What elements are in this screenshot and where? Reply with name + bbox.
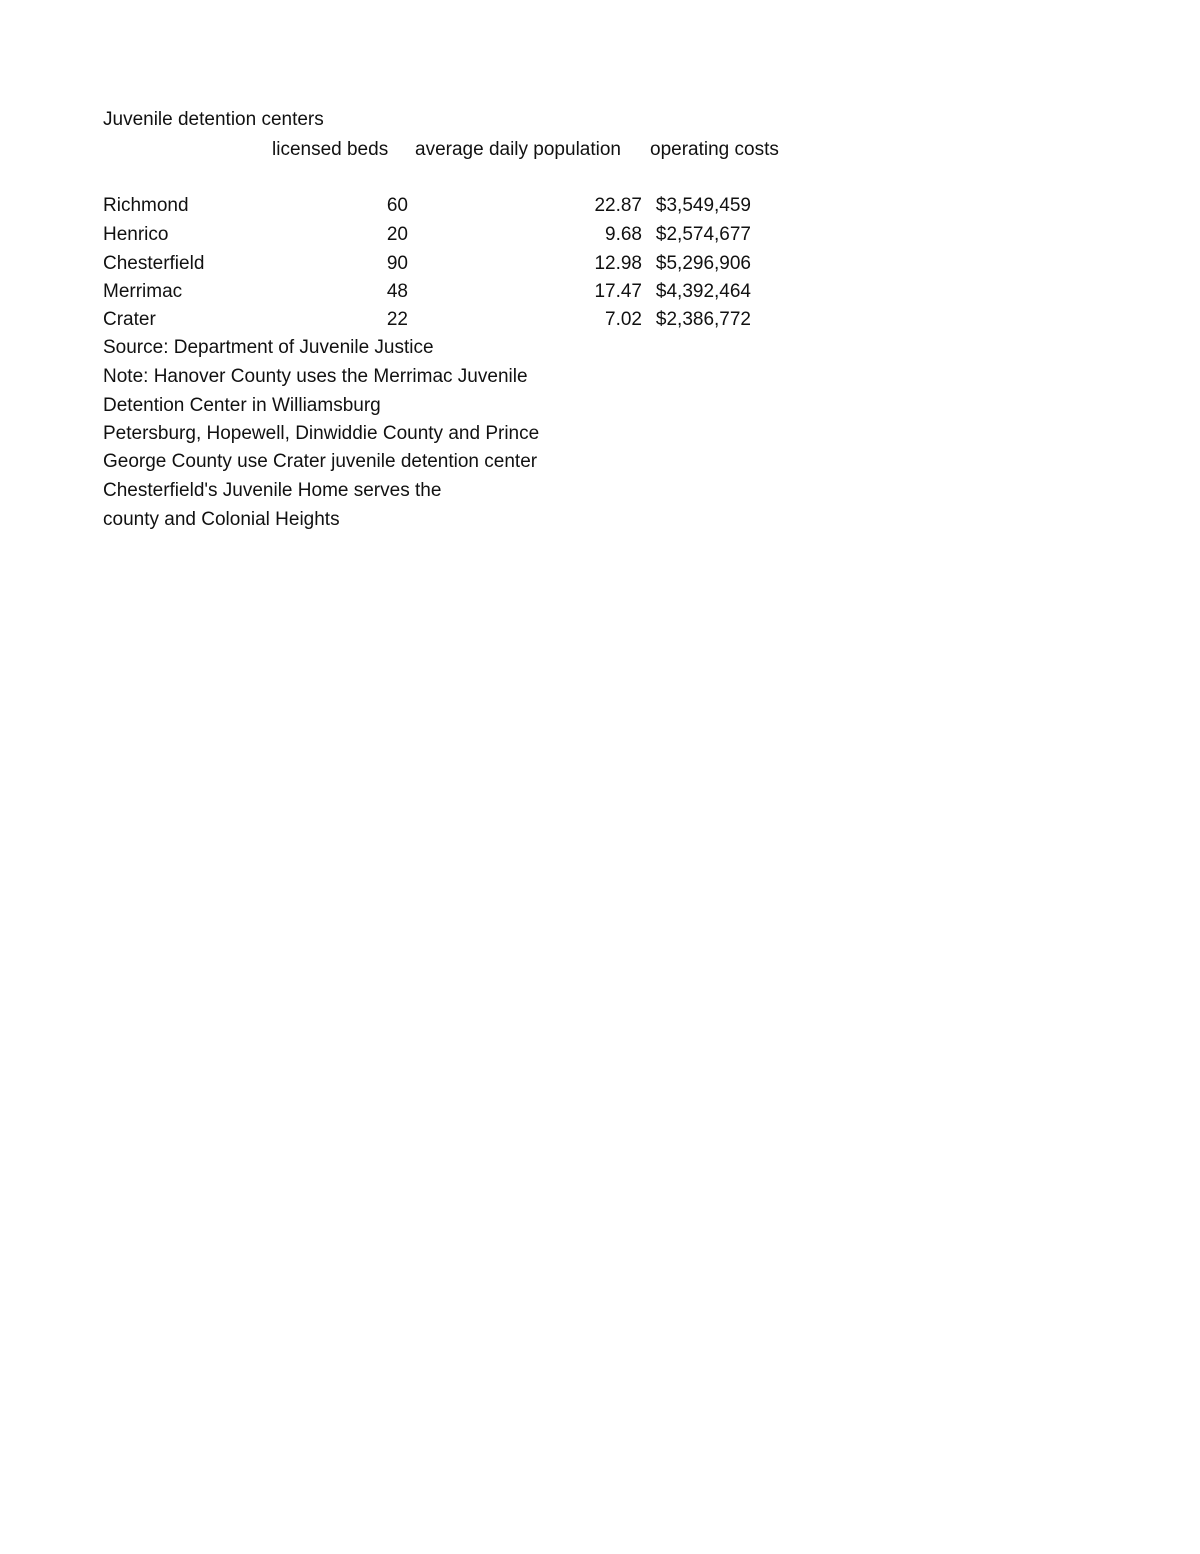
row-average-daily-population: 12.98 [594,253,642,274]
row-average-daily-population: 9.68 [605,224,642,245]
table-title: Juvenile detention centers [103,109,324,130]
row-operating-costs: $5,296,906 [655,253,751,274]
note-line: Chesterfield's Juvenile Home serves the [103,480,442,501]
table-row [0,224,1200,252]
row-operating-costs: $2,574,677 [655,224,751,245]
column-header-average-daily-population: average daily population [415,139,621,160]
row-licensed-beds: 20 [386,224,408,245]
note-line: Detention Center in Williamsburg [103,395,381,416]
note-line: Note: Hanover County uses the Merrimac Juvenile [103,366,528,387]
note-line: Petersburg, Hopewell, Dinwiddie County and Prince [103,423,540,444]
column-header-licensed-beds: licensed beds [272,139,389,160]
row-operating-costs: $2,386,772 [655,309,751,330]
table-row [0,253,1200,281]
row-name: Richmond [103,195,189,216]
table-row [0,281,1200,309]
row-operating-costs: $3,549,459 [655,195,751,216]
row-licensed-beds: 60 [386,195,408,216]
row-licensed-beds: 48 [386,281,408,302]
row-name: Chesterfield [103,253,205,274]
table-row [0,195,1200,223]
note-line: George County use Crater juvenile detention center [103,451,538,472]
note-line: county and Colonial Heights [103,509,340,530]
row-operating-costs: $4,392,464 [655,281,751,302]
row-average-daily-population: 7.02 [605,309,642,330]
source-note: Source: Department of Juvenile Justice [103,337,434,358]
column-header-operating-costs: operating costs [650,139,779,160]
row-average-daily-population: 17.47 [594,281,642,302]
row-name: Crater [103,309,156,330]
row-licensed-beds: 90 [386,253,408,274]
table-row [0,309,1200,337]
row-name: Henrico [103,224,169,245]
row-name: Merrimac [103,281,183,302]
row-average-daily-population: 22.87 [594,195,642,216]
row-licensed-beds: 22 [386,309,408,330]
